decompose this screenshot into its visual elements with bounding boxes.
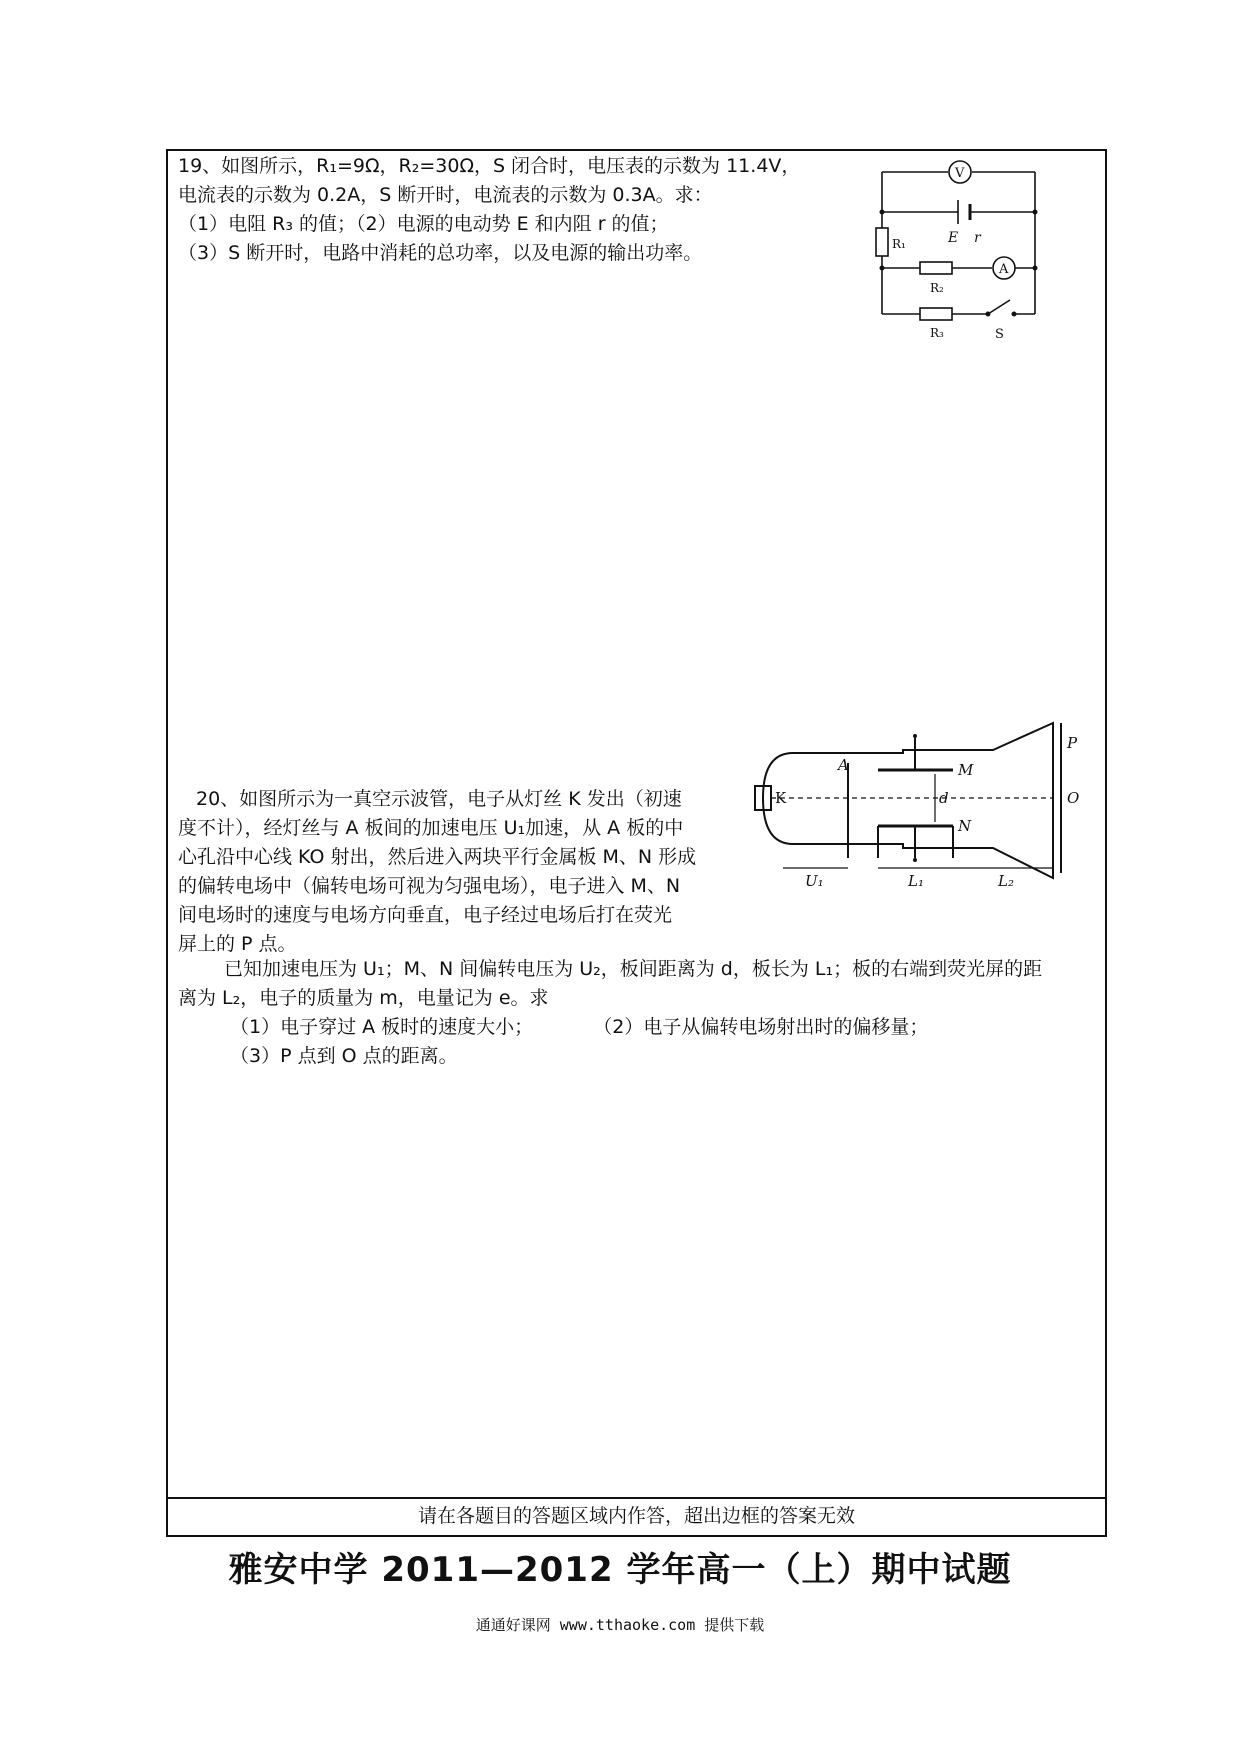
- q19-line: 19、如图所示，R₁=9Ω，R₂=30Ω，S 闭合时，电压表的示数为 11.4V，: [178, 155, 801, 177]
- q20-line: 间电场时的速度与电场方向垂直，电子经过电场后打在荧光: [178, 904, 673, 926]
- r3-label: R₃: [930, 326, 944, 340]
- switch-blade: [988, 300, 1010, 314]
- q20-sub-q2: （2）电子从偏转电场射出时的偏移量；: [593, 1016, 929, 1038]
- switch-label: S: [995, 327, 1004, 342]
- circuit-diagram: [870, 160, 1050, 342]
- footer-credit: 通通好课网 www.tthaoke.com 提供下载: [475, 1616, 765, 1634]
- q20-line: 20、如图所示为一真空示波管，电子从灯丝 K 发出（初速: [196, 788, 682, 810]
- question-20-known: [178, 955, 1098, 1071]
- m-label: M: [958, 761, 974, 779]
- q19-line: 电流表的示数为 0.2A，S 断开时，电流表的示数为 0.3A。求：: [178, 184, 713, 206]
- voltmeter-label: V: [955, 166, 965, 181]
- o-label: O: [1067, 789, 1080, 807]
- internal-r-label: r: [974, 230, 981, 246]
- q19-line: （3）S 断开时，电路中消耗的总功率，以及电源的输出功率。: [178, 242, 703, 264]
- k-label: K: [775, 789, 787, 807]
- d-label: d: [939, 789, 949, 807]
- ammeter-label: A: [999, 262, 1009, 277]
- q19-line: （1）电阻 R₃ 的值；（2）电源的电动势 E 和内阻 r 的值；: [178, 213, 669, 235]
- q20-sub-q3: （3）P 点到 O 点的距离。: [230, 1045, 458, 1067]
- l1-label: L₁: [908, 872, 924, 890]
- u1-label: U₁: [805, 872, 824, 890]
- q20-known-line: 离为 L₂，电子的质量为 m，电量记为 e。求: [178, 987, 549, 1009]
- l2-label: L₂: [998, 872, 1014, 890]
- a-label: A: [838, 756, 849, 774]
- question-20-intro: [178, 785, 743, 959]
- emf-label: E: [948, 230, 959, 246]
- r3-resistor: [920, 308, 952, 320]
- q20-line: 的偏转电场中（偏转电场可视为匀强电场），电子进入 M、N: [178, 875, 681, 897]
- question-19: [178, 152, 868, 268]
- q20-subquestions-row: [178, 1013, 1098, 1042]
- q20-line: 度不计），经灯丝与 A 板间的加速电压 U₁加速，从 A 板的中: [178, 817, 684, 839]
- r2-label: R₂: [930, 281, 944, 295]
- exam-title: 雅安中学 2011—2012 学年高一（上）期中试题: [228, 1550, 1012, 1590]
- q20-line: 屏上的 P 点。: [178, 933, 297, 955]
- p-label: P: [1067, 734, 1078, 752]
- r1-label: R₁: [892, 237, 906, 251]
- r1-resistor: [876, 228, 888, 256]
- q20-line: 心孔沿中心线 KO 射出，然后进入两块平行金属板 M、N 形成: [178, 846, 697, 868]
- r2-resistor: [920, 262, 952, 274]
- q20-known-line: 已知加速电压为 U₁；M、N 间偏转电压为 U₂，板间距离为 d，板长为 L₁；板的右端到荧光屏的距: [224, 958, 1043, 980]
- q20-sub-q1: （1）电子穿过 A 板时的速度大小；: [230, 1016, 534, 1038]
- answer-notice: 请在各题目的答题区域内作答，超出边框的答案无效: [168, 1497, 1105, 1535]
- oscilloscope-tube-diagram: [753, 708, 1095, 896]
- n-label: N: [958, 817, 972, 835]
